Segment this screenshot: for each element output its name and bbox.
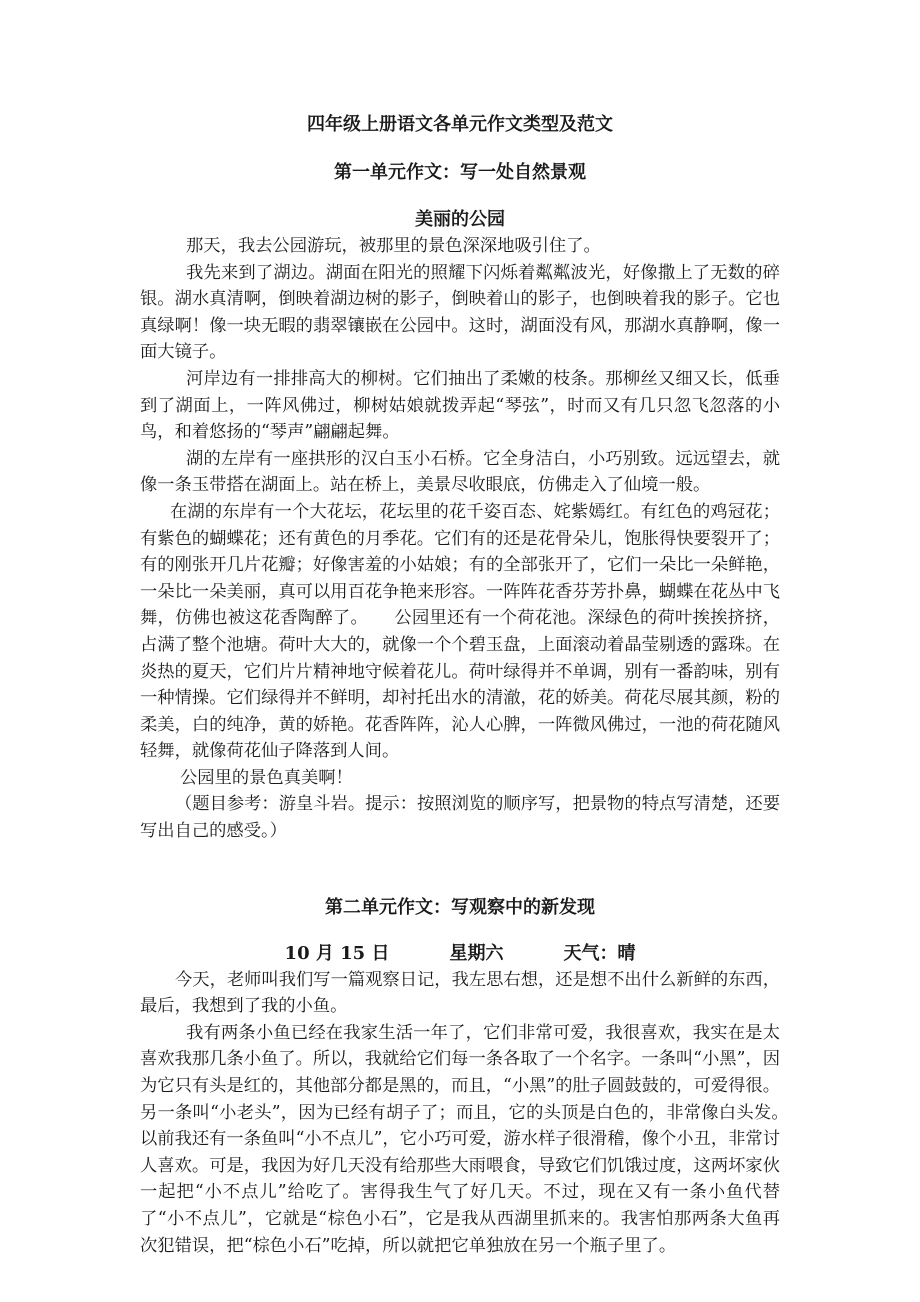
unit1-paragraph: 公园里的景色真美啊！ [180, 767, 353, 788]
document-title: 四年级上册语文各单元作文类型及范文 [307, 114, 613, 135]
unit1-paragraph: 河岸边有一排排高大的柳树。它们抽出了柔嫩的枝条。那柳丝又细又长，低垂到了湖面上，一阵风佛过，柳树姑娘就拨弄起“琴弦”，时而又有几只忽飞忽落的小鸟，和着悠扬的“琴声”翩翩起舞。 [140, 368, 780, 443]
unit1-paragraph: 我先来到了湖边。湖面在阳光的照耀下闪烁着粼粼波光，好像撒上了无数的碎银。湖水真清啊，倒映着湖边树的影子，倒映着山的影子，也倒映着我的影子。它也真绿啊！像一块无暇的翡翠镶嵌在公园中。这时，湖面没有风，那湖水真静啊，像一面大镜子。 [140, 262, 780, 363]
unit2-paragraph: 我有两条小鱼已经在我家生活一年了，它们非常可爱，我很喜欢，我实在是太喜欢我那几条小鱼了。所以，我就给它们每一条各取了一个名字。一条叫“小黑”，因为它只有头是红的，其他部分都是黑的，而且，“小黑”的肚子圆鼓鼓的，可爱得很。另一条叫“小老头”，因为已经有胡子了；而且，它的头顶是白色的，非常像白头发。 以前我还有一条鱼叫“小不点儿”，它小巧可爱，游水样子很滑稽，像个小丑，非常讨人喜欢。可是，我因为好几天没有给那些大雨喂食，导致它们饥饿过度，这两坏家伙一起把“小不点儿”给吃了。害得我生气了好几天。不过，现在又有一条小鱼代替了“小不点儿”，它就是“棕色小石”，它是我从西湖里抓来的。我害怕那两条大鱼再次犯错误，把“棕色小石”吃掉，所以就把它单独放在另一个瓶子里了。 [140, 1022, 798, 1256]
diary-weather: 天气：晴 [563, 942, 636, 964]
diary-weekday: 星期六 [449, 942, 504, 964]
diary-date-line [140, 941, 780, 967]
unit1-paragraph: 湖的左岸有一座拱形的汉白玉小石桥。它全身洁白，小巧别致。远远望去，就像一条玉带搭在湖面上。站在桥上，美景尽收眼底，仿佛走入了仙境一般。 [140, 448, 780, 496]
unit2-paragraph: 今天，老师叫我们写一篇观察日记，我左思右想，还是想不出什么新鲜的东西，最后，我想到了我的小鱼。 [140, 969, 780, 1017]
unit1-paragraph: 在湖的东岸有一个大花坛，花坛里的花千姿百态、姹紫嫣红。有红色的鸡冠花；有紫色的蝴蝶花；还有黄色的月季花。它们有的还是花骨朵儿，饱胀得快要裂开了；有的刚张开几片花瓣；好像害羞的小姑娘；有的全部张开了，它们一朵比一朵鲜艳，一朵比一朵美丽，真可以用百花争艳来形容。一阵阵花香芬芳扑鼻，蝴蝶在花丛中飞舞，仿佛也被这花香陶醉了。 公园里还有一个荷花池。深绿色的荷叶挨挨挤挤，占满了整个池塘。荷叶大大的，就像一个个碧玉盘，上面滚动着晶莹剔透的露珠。在炎热的夏天，它们片片精神地守候着花儿。荷叶绿得并不单调，别有一番韵味，别有一种情操。它们绿得并不鲜明，却衬托出水的清澈，花的娇美。荷花尽展其颜，粉的柔美，白的纯净，黄的娇艳。花香阵阵，沁人心脾，一阵微风佛过，一池的荷花随风轻舞，就像荷花仙子降落到人间。 [140, 501, 780, 762]
unit2-heading: 第二单元作文：写观察中的新发现 [325, 896, 595, 918]
unit1-hint: （题目参考：游皇斗岩。提示：按照浏览的顺序写，把景物的特点写清楚，还要写出自己的感受。） [140, 794, 780, 842]
unit1-paragraph: 那天，我去公园游玩，被那里的景色深深地吸引住了。 [186, 236, 601, 256]
unit1-heading: 第一单元作文：写一处自然景观 [334, 162, 586, 183]
document-page [140, 112, 798, 1259]
unit1-essay-title: 美丽的公园 [415, 209, 505, 230]
diary-date: 10 月 15 日 [284, 942, 390, 964]
